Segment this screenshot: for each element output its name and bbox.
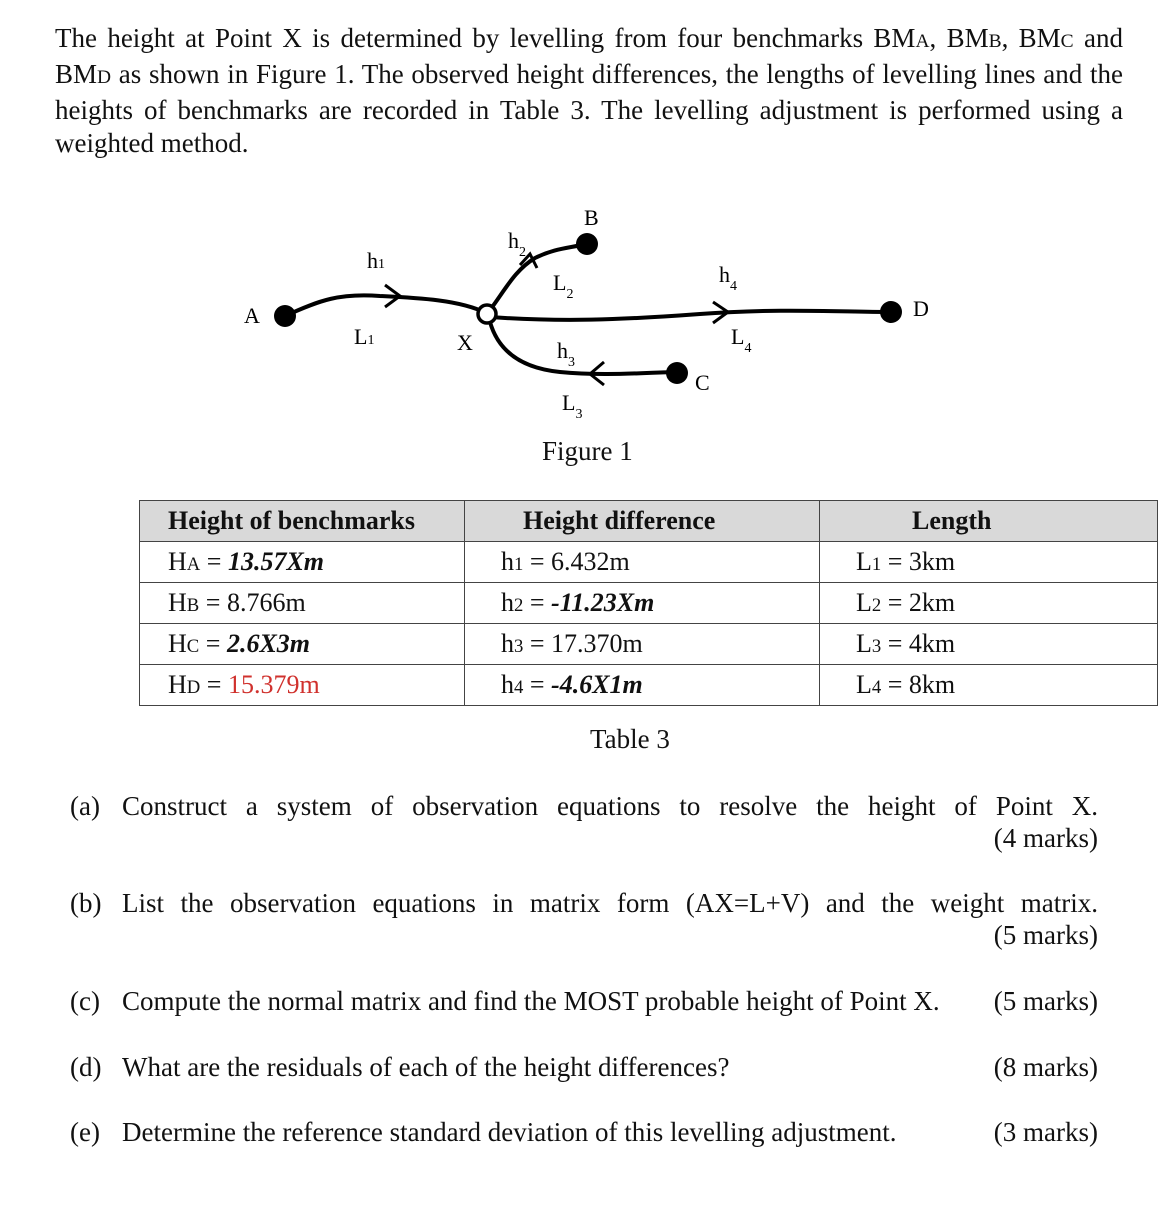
- question-d: [70, 1051, 1098, 1083]
- height-difference-h1: h1 = 6.432m: [465, 542, 820, 583]
- benchmark-c: [666, 362, 688, 384]
- header-length: Length: [820, 501, 1158, 542]
- subscript-d: D: [97, 67, 112, 88]
- label-l1: L1: [354, 324, 375, 349]
- header-benchmarks: Height of benchmarks: [140, 501, 465, 542]
- subscript-b: B: [988, 31, 1002, 52]
- table-row: [140, 665, 1158, 706]
- question-label: (c): [70, 986, 100, 1016]
- table-header-row: [140, 501, 1158, 542]
- line-c-x: [490, 322, 676, 374]
- length-l2: L2 = 2km: [820, 583, 1158, 624]
- benchmark-a: [274, 305, 296, 327]
- question-c: [70, 985, 1098, 1017]
- question-text: Construct a system of observation equations to resolve the height of Point X.: [122, 791, 1098, 821]
- label-a: A: [244, 303, 260, 328]
- height-difference-h3: h3 = 17.370m: [465, 624, 820, 665]
- question-label: (b): [70, 888, 102, 918]
- question-label: (d): [70, 1052, 102, 1082]
- question-text: Determine the reference standard deviation of this levelling adjustment.: [122, 1117, 897, 1147]
- benchmark-hd: HD = 15.379m: [140, 665, 465, 706]
- benchmark-hb: HB = 8.766m: [140, 583, 465, 624]
- figure-caption: Figure 1: [542, 436, 633, 466]
- table-row: [140, 624, 1158, 665]
- label-x: X: [457, 330, 473, 355]
- header-height-difference: Height difference: [465, 501, 820, 542]
- benchmark-d: [880, 301, 902, 323]
- question-text: List the observation equations in matrix form (AX=L+V) and the weight matrix.: [122, 888, 1098, 918]
- label-b: B: [584, 205, 599, 230]
- label-l4: $L_4$: [731, 324, 752, 356]
- label-h1: h1: [367, 248, 385, 273]
- length-l4: L4 = 8km: [820, 665, 1158, 706]
- benchmark-b: [576, 233, 598, 255]
- height-difference-h4: h4 = -4.6X1m: [465, 665, 820, 706]
- benchmark-ha: HA = 13.57Xm: [140, 542, 465, 583]
- question-a: [70, 790, 1098, 854]
- subscript-c: C: [1060, 31, 1074, 52]
- levelling-network-figure: [0, 180, 1170, 480]
- problem-statement: The height at Point X is determined by levelling from four benchmarks BMA, BMB, BMC and BMD as shown in Figure 1. The observed height differences, the lengths of levelling lines and the heights of benchmarks are recorded in Table 3. The levelling adjustment is performed using a weighted method.: [55, 23, 1123, 158]
- question-marks: (5 marks): [993, 986, 1098, 1016]
- point-x: [478, 305, 496, 323]
- subscript-a: A: [915, 31, 930, 52]
- benchmark-hc: HC = 2.6X3m: [140, 624, 465, 665]
- line-x-d: [490, 311, 890, 320]
- question-marks: (3 marks): [993, 1117, 1098, 1147]
- label-l3: $L_3$: [562, 390, 583, 422]
- question-marks: (8 marks): [993, 1052, 1098, 1082]
- label-c: C: [695, 370, 710, 395]
- question-text: What are the residuals of each of the height differences?: [122, 1052, 730, 1082]
- label-h4: $h_4$: [719, 262, 737, 294]
- question-text: Compute the normal matrix and find the MOST probable height of Point X.: [122, 986, 940, 1016]
- label-d: D: [913, 296, 929, 321]
- table-3: [139, 500, 1158, 706]
- question-label: (e): [70, 1117, 100, 1147]
- length-l1: L1 = 3km: [820, 542, 1158, 583]
- height-difference-h2: h2 = -11.23Xm: [465, 583, 820, 624]
- label-l2: $L_2$: [553, 270, 574, 302]
- question-label: (a): [70, 791, 100, 821]
- label-h3: $h_3$: [557, 338, 575, 370]
- table-row: [140, 583, 1158, 624]
- length-l3: L3 = 4km: [820, 624, 1158, 665]
- question-b: [70, 887, 1098, 951]
- question-e: [70, 1116, 1098, 1148]
- table-caption: Table 3: [590, 724, 670, 754]
- question-marks: (4 marks): [993, 823, 1098, 853]
- table-row: [140, 542, 1158, 583]
- label-h2: $h_2$: [508, 228, 526, 260]
- question-marks: (5 marks): [993, 920, 1098, 950]
